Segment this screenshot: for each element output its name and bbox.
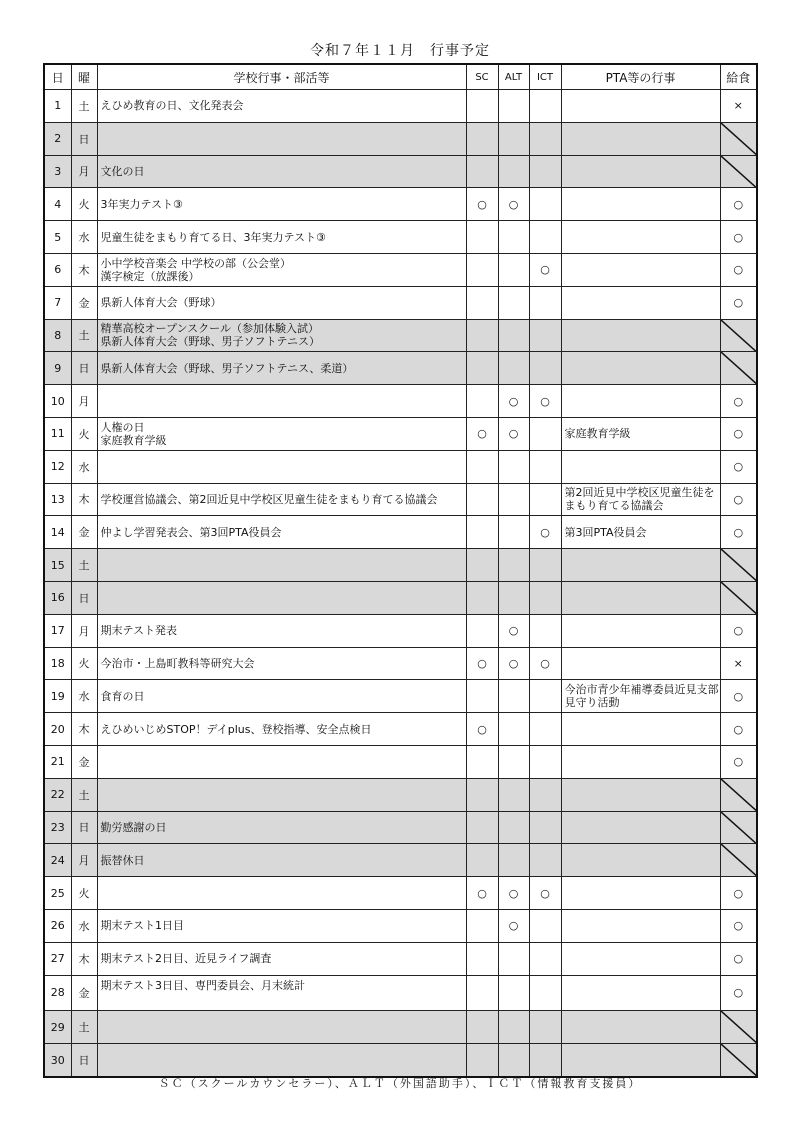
ict-cell: [529, 1044, 561, 1077]
ict-cell: [529, 942, 561, 975]
sc-cell: [466, 844, 498, 877]
diagonal-slash-icon: [721, 156, 757, 188]
alt-cell: [498, 253, 529, 286]
lunch-cell: ○: [720, 745, 757, 778]
day-cell: 25: [44, 877, 71, 910]
weekday-cell: 土: [71, 778, 97, 811]
sc-cell: ○: [466, 713, 498, 746]
pta-cell: [561, 385, 720, 418]
table-row: [44, 450, 757, 483]
lunch-cell: ○: [720, 680, 757, 713]
day-cell: 28: [44, 975, 71, 1011]
ict-cell: [529, 188, 561, 221]
day-cell: 23: [44, 811, 71, 844]
pta-cell: [561, 155, 720, 188]
table-row: [44, 778, 757, 811]
weekday-cell: 月: [71, 844, 97, 877]
day-cell: 17: [44, 614, 71, 647]
weekday-cell: 日: [71, 1044, 97, 1077]
events-cell: [97, 1011, 466, 1044]
pta-cell: [561, 581, 720, 614]
ict-cell: [529, 581, 561, 614]
diagonal-slash-icon: [721, 779, 757, 811]
lunch-none-slash: [720, 844, 757, 877]
day-cell: 21: [44, 745, 71, 778]
weekday-cell: 火: [71, 877, 97, 910]
events-cell: 仲よし学習発表会、第3回PTA役員会: [97, 516, 466, 549]
alt-cell: [498, 549, 529, 582]
alt-cell: [498, 778, 529, 811]
header-pta: PTA等の行事: [561, 64, 720, 90]
pta-cell: [561, 221, 720, 254]
ict-cell: ○: [529, 877, 561, 910]
events-cell: 期末テスト3日目、専門委員会、月末統計: [97, 975, 466, 1011]
table-row: [44, 581, 757, 614]
events-cell: 勤労感謝の日: [97, 811, 466, 844]
weekday-cell: 木: [71, 942, 97, 975]
ict-cell: [529, 1011, 561, 1044]
day-cell: 5: [44, 221, 71, 254]
ict-cell: [529, 811, 561, 844]
alt-cell: ○: [498, 614, 529, 647]
pta-cell: [561, 647, 720, 680]
ict-cell: ○: [529, 253, 561, 286]
table-row: [44, 516, 757, 549]
alt-cell: [498, 811, 529, 844]
sc-cell: [466, 581, 498, 614]
ict-cell: [529, 778, 561, 811]
weekday-cell: 月: [71, 614, 97, 647]
day-cell: 19: [44, 680, 71, 713]
table-row: [44, 975, 757, 1011]
table-row: [44, 877, 757, 910]
events-cell: 期末テスト1日目: [97, 909, 466, 942]
day-cell: 29: [44, 1011, 71, 1044]
alt-cell: [498, 975, 529, 1011]
diagonal-slash-icon: [721, 582, 757, 614]
header-events: 学校行事・部活等: [97, 64, 466, 90]
alt-cell: [498, 745, 529, 778]
events-cell: 学校運営協議会、第2回近見中学校区児童生徒をまもり育てる協議会: [97, 483, 466, 516]
lunch-none-slash: [720, 778, 757, 811]
ict-cell: [529, 221, 561, 254]
pta-cell: [561, 811, 720, 844]
pta-cell: [561, 549, 720, 582]
weekday-cell: 土: [71, 90, 97, 123]
weekday-cell: 土: [71, 1011, 97, 1044]
table-row: [44, 352, 757, 385]
alt-cell: ○: [498, 417, 529, 450]
alt-cell: [498, 516, 529, 549]
lunch-none-slash: [720, 352, 757, 385]
lunch-none-slash: [720, 319, 757, 352]
lunch-cell: ×: [720, 90, 757, 123]
lunch-cell: ○: [720, 713, 757, 746]
diagonal-slash-icon: [721, 1011, 757, 1043]
table-row: [44, 253, 757, 286]
pta-cell: [561, 975, 720, 1011]
header-lunch: 給食: [720, 64, 757, 90]
table-row: [44, 417, 757, 450]
ict-cell: [529, 90, 561, 123]
ict-cell: [529, 286, 561, 319]
alt-cell: ○: [498, 647, 529, 680]
events-cell: 今治市・上島町教科等研究大会: [97, 647, 466, 680]
weekday-cell: 火: [71, 188, 97, 221]
events-cell: 振替休日: [97, 844, 466, 877]
lunch-cell: ○: [720, 221, 757, 254]
lunch-cell: ○: [720, 909, 757, 942]
lunch-none-slash: [720, 549, 757, 582]
events-cell: [97, 745, 466, 778]
events-cell: 食育の日: [97, 680, 466, 713]
ict-cell: [529, 417, 561, 450]
alt-cell: [498, 844, 529, 877]
sc-cell: [466, 253, 498, 286]
weekday-cell: 土: [71, 549, 97, 582]
events-cell: 3年実力テスト③: [97, 188, 466, 221]
pta-cell: [561, 713, 720, 746]
events-cell: えひめいじめSTOP！デイplus、登校指導、安全点検日: [97, 713, 466, 746]
sc-cell: [466, 516, 498, 549]
sc-cell: [466, 1044, 498, 1077]
ict-cell: [529, 680, 561, 713]
weekday-cell: 木: [71, 713, 97, 746]
lunch-cell: ○: [720, 286, 757, 319]
day-cell: 13: [44, 483, 71, 516]
day-cell: 11: [44, 417, 71, 450]
ict-cell: [529, 713, 561, 746]
events-cell: えひめ教育の日、文化発表会: [97, 90, 466, 123]
day-cell: 27: [44, 942, 71, 975]
alt-cell: [498, 1011, 529, 1044]
day-cell: 1: [44, 90, 71, 123]
weekday-cell: 日: [71, 581, 97, 614]
ict-cell: ○: [529, 647, 561, 680]
lunch-cell: ○: [720, 942, 757, 975]
lunch-none-slash: [720, 581, 757, 614]
table-row: [44, 745, 757, 778]
header-ict: ICT: [529, 64, 561, 90]
events-cell: [97, 1044, 466, 1077]
ict-cell: [529, 155, 561, 188]
alt-cell: [498, 122, 529, 155]
sc-cell: [466, 286, 498, 319]
table-row: [44, 483, 757, 516]
table-row: [44, 286, 757, 319]
pta-cell: [561, 253, 720, 286]
ict-cell: [529, 319, 561, 352]
alt-cell: [498, 581, 529, 614]
table-row: [44, 1044, 757, 1077]
pta-cell: [561, 188, 720, 221]
events-cell: 期末テスト2日目、近見ライフ調査: [97, 942, 466, 975]
weekday-cell: 日: [71, 122, 97, 155]
events-cell: 人権の日 家庭教育学級: [97, 417, 466, 450]
pta-cell: [561, 352, 720, 385]
sc-cell: [466, 680, 498, 713]
weekday-cell: 日: [71, 352, 97, 385]
events-cell: [97, 450, 466, 483]
table-row: [44, 713, 757, 746]
alt-cell: [498, 319, 529, 352]
weekday-cell: 水: [71, 221, 97, 254]
ict-cell: [529, 450, 561, 483]
table-row: [44, 1011, 757, 1044]
ict-cell: [529, 352, 561, 385]
schedule-table: [43, 63, 758, 1078]
pta-cell: [561, 450, 720, 483]
pta-cell: [561, 778, 720, 811]
table-row: [44, 680, 757, 713]
events-cell: 県新人体育大会（野球）: [97, 286, 466, 319]
alt-cell: [498, 483, 529, 516]
sc-cell: [466, 221, 498, 254]
pta-cell: 第3回PTA役員会: [561, 516, 720, 549]
events-cell: [97, 581, 466, 614]
alt-cell: [498, 680, 529, 713]
lunch-cell: ○: [720, 417, 757, 450]
header-sc: SC: [466, 64, 498, 90]
ict-cell: [529, 483, 561, 516]
weekday-cell: 土: [71, 319, 97, 352]
sc-cell: [466, 745, 498, 778]
sc-cell: [466, 975, 498, 1011]
day-cell: 4: [44, 188, 71, 221]
diagonal-slash-icon: [721, 320, 757, 352]
table-row: [44, 319, 757, 352]
events-cell: [97, 385, 466, 418]
lunch-cell: ○: [720, 614, 757, 647]
day-cell: 20: [44, 713, 71, 746]
alt-cell: [498, 450, 529, 483]
sc-cell: [466, 483, 498, 516]
sc-cell: [466, 909, 498, 942]
ict-cell: [529, 745, 561, 778]
day-cell: 7: [44, 286, 71, 319]
pta-cell: 家庭教育学級: [561, 417, 720, 450]
diagonal-slash-icon: [721, 1044, 757, 1076]
ict-cell: ○: [529, 516, 561, 549]
lunch-none-slash: [720, 1044, 757, 1077]
footer-legend: ＳＣ（スクールカウンセラー）、ＡＬＴ（外国語助手）、ＩＣＴ（情報教育支援員）: [158, 1077, 642, 1090]
weekday-cell: 金: [71, 516, 97, 549]
lunch-none-slash: [720, 155, 757, 188]
header-weekday: 曜: [71, 64, 97, 90]
alt-cell: [498, 1044, 529, 1077]
lunch-none-slash: [720, 811, 757, 844]
table-row: [44, 942, 757, 975]
weekday-cell: 金: [71, 975, 97, 1011]
sc-cell: ○: [466, 877, 498, 910]
table-row: [44, 614, 757, 647]
day-cell: 15: [44, 549, 71, 582]
table-row: [44, 122, 757, 155]
weekday-cell: 金: [71, 745, 97, 778]
pta-cell: [561, 90, 720, 123]
diagonal-slash-icon: [721, 352, 757, 384]
pta-cell: [561, 909, 720, 942]
alt-cell: [498, 155, 529, 188]
day-cell: 3: [44, 155, 71, 188]
ict-cell: [529, 549, 561, 582]
diagonal-slash-icon: [721, 844, 757, 876]
weekday-cell: 水: [71, 450, 97, 483]
alt-cell: [498, 221, 529, 254]
weekday-cell: 金: [71, 286, 97, 319]
pta-cell: [561, 877, 720, 910]
alt-cell: ○: [498, 188, 529, 221]
sc-cell: [466, 385, 498, 418]
alt-cell: ○: [498, 877, 529, 910]
events-cell: 期末テスト発表: [97, 614, 466, 647]
alt-cell: [498, 942, 529, 975]
day-cell: 2: [44, 122, 71, 155]
pta-cell: [561, 844, 720, 877]
weekday-cell: 月: [71, 385, 97, 418]
lunch-cell: ○: [720, 385, 757, 418]
table-row: [44, 647, 757, 680]
weekday-cell: 木: [71, 483, 97, 516]
lunch-cell: ○: [720, 483, 757, 516]
table-row: [44, 385, 757, 418]
sc-cell: [466, 614, 498, 647]
lunch-cell: ○: [720, 450, 757, 483]
day-cell: 30: [44, 1044, 71, 1077]
events-cell: 文化の日: [97, 155, 466, 188]
ict-cell: [529, 975, 561, 1011]
alt-cell: ○: [498, 909, 529, 942]
sc-cell: ○: [466, 188, 498, 221]
lunch-cell: ○: [720, 253, 757, 286]
events-cell: [97, 877, 466, 910]
sc-cell: [466, 942, 498, 975]
sc-cell: [466, 1011, 498, 1044]
sc-cell: [466, 90, 498, 123]
table-row: [44, 188, 757, 221]
diagonal-slash-icon: [721, 123, 757, 155]
day-cell: 22: [44, 778, 71, 811]
weekday-cell: 木: [71, 253, 97, 286]
alt-cell: [498, 713, 529, 746]
day-cell: 12: [44, 450, 71, 483]
sc-cell: [466, 352, 498, 385]
ict-cell: [529, 909, 561, 942]
ict-cell: [529, 614, 561, 647]
page-title: 令和７年１１月 行事予定: [310, 43, 490, 59]
pta-cell: [561, 745, 720, 778]
ict-cell: ○: [529, 385, 561, 418]
weekday-cell: 火: [71, 647, 97, 680]
events-cell: 精華高校オープンスクール（参加体験入試） 県新人体育大会（野球、男子ソフトテニス）: [97, 319, 466, 352]
weekday-cell: 火: [71, 417, 97, 450]
lunch-none-slash: [720, 1011, 757, 1044]
lunch-cell: ○: [720, 975, 757, 1011]
ict-cell: [529, 844, 561, 877]
day-cell: 10: [44, 385, 71, 418]
sc-cell: [466, 319, 498, 352]
lunch-cell: ○: [720, 877, 757, 910]
sc-cell: [466, 155, 498, 188]
weekday-cell: 日: [71, 811, 97, 844]
diagonal-slash-icon: [721, 549, 757, 581]
pta-cell: 第2回近見中学校区児童生徒をまもり育てる協議会: [561, 483, 720, 516]
table-row: [44, 90, 757, 123]
lunch-cell: ×: [720, 647, 757, 680]
sc-cell: [466, 549, 498, 582]
diagonal-slash-icon: [721, 812, 757, 844]
lunch-cell: ○: [720, 516, 757, 549]
weekday-cell: 月: [71, 155, 97, 188]
alt-cell: ○: [498, 385, 529, 418]
pta-cell: [561, 942, 720, 975]
pta-cell: 今治市青少年補導委員近見支部見守り活動: [561, 680, 720, 713]
weekday-cell: 水: [71, 680, 97, 713]
day-cell: 24: [44, 844, 71, 877]
sc-cell: [466, 450, 498, 483]
alt-cell: [498, 90, 529, 123]
alt-cell: [498, 352, 529, 385]
weekday-cell: 水: [71, 909, 97, 942]
sc-cell: ○: [466, 417, 498, 450]
sc-cell: [466, 778, 498, 811]
pta-cell: [561, 614, 720, 647]
table-row: [44, 844, 757, 877]
day-cell: 14: [44, 516, 71, 549]
events-cell: [97, 778, 466, 811]
day-cell: 16: [44, 581, 71, 614]
sc-cell: [466, 122, 498, 155]
header-day: 日: [44, 64, 71, 90]
sc-cell: ○: [466, 647, 498, 680]
ict-cell: [529, 122, 561, 155]
pta-cell: [561, 1011, 720, 1044]
events-cell: [97, 549, 466, 582]
pta-cell: [561, 1044, 720, 1077]
events-cell: [97, 122, 466, 155]
events-cell: 児童生徒をまもり育てる日、3年実力テスト③: [97, 221, 466, 254]
events-cell: 小中学校音楽会 中学校の部（公会堂） 漢字検定（放課後）: [97, 253, 466, 286]
table-row: [44, 549, 757, 582]
day-cell: 26: [44, 909, 71, 942]
header-alt: ALT: [498, 64, 529, 90]
table-row: [44, 909, 757, 942]
header-row: [44, 64, 757, 90]
day-cell: 9: [44, 352, 71, 385]
day-cell: 18: [44, 647, 71, 680]
table-row: [44, 221, 757, 254]
day-cell: 6: [44, 253, 71, 286]
schedule-body: [44, 90, 757, 1077]
pta-cell: [561, 319, 720, 352]
sc-cell: [466, 811, 498, 844]
table-row: [44, 155, 757, 188]
table-row: [44, 811, 757, 844]
lunch-cell: ○: [720, 188, 757, 221]
pta-cell: [561, 286, 720, 319]
events-cell: 県新人体育大会（野球、男子ソフトテニス、柔道）: [97, 352, 466, 385]
day-cell: 8: [44, 319, 71, 352]
pta-cell: [561, 122, 720, 155]
alt-cell: [498, 286, 529, 319]
lunch-none-slash: [720, 122, 757, 155]
